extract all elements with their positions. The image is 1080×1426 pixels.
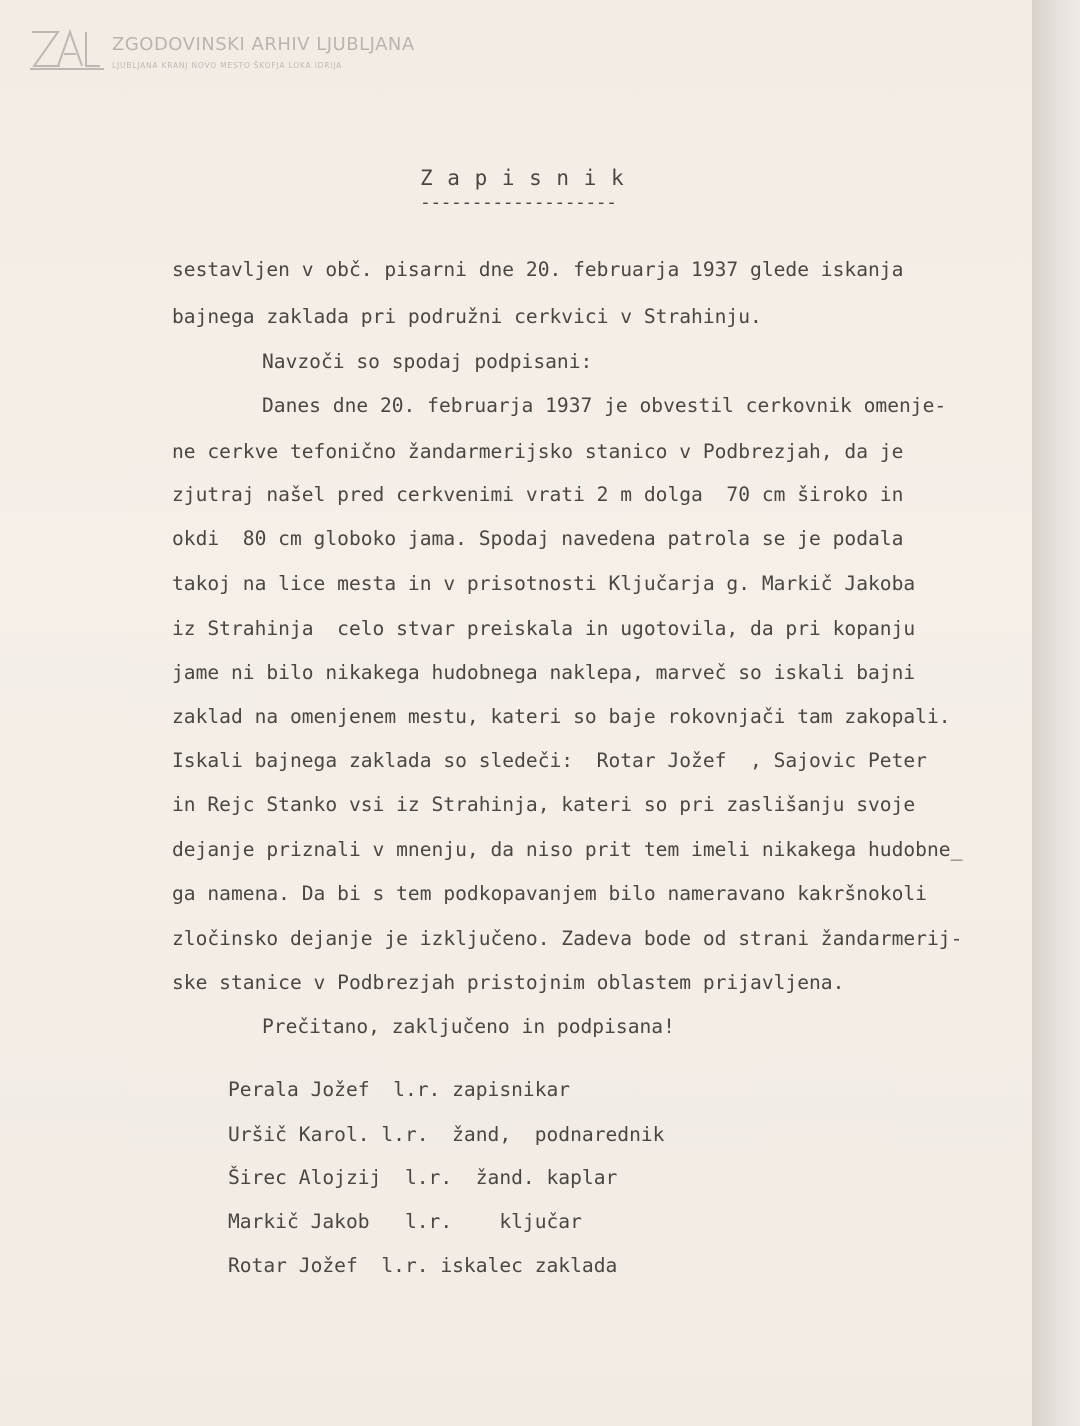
archive-cities: LJUBLJANA KRANJ NOVO MESTO ŠKOFJA LOKA IDRIJA <box>112 61 343 70</box>
body-line: Iskali bajnega zaklada so sledeči: Rotar Jožef , Sajovic Peter <box>172 749 927 772</box>
body-line: dejanje priznali v mnenju, da niso prit tem imeli nikakega hudobne_ <box>172 838 963 861</box>
body-line: takoj na lice mesta in v prisotnosti Ključarja g. Markič Jakoba <box>172 572 916 595</box>
signature-line: Širec Alojzij l.r. žand. kaplar <box>228 1166 618 1189</box>
body-line: ne cerkve tefonično žandarmerijsko stanico v Podbrezjah, da je <box>172 440 904 463</box>
body-line: in Rejc Stanko vsi iz Strahinja, kateri so pri zaslišanju svoje <box>172 793 916 816</box>
archive-logo <box>28 26 106 72</box>
title-underline: ------------------- <box>420 192 617 213</box>
body-line: bajnega zaklada pri podružni cerkvici v Strahinju. <box>172 305 762 328</box>
signature-line: Uršič Karol. l.r. žand, podnarednik <box>228 1123 665 1146</box>
archive-name: ZGODOVINSKI ARHIV LJUBLJANA <box>112 34 415 55</box>
body-line: ske stanice v Podbrezjah pristojnim oblastem prijavljena. <box>172 971 845 994</box>
body-line: zjutraj našel pred cerkvenimi vrati 2 m dolga 70 cm široko in <box>172 483 904 506</box>
signature-line: Perala Jožef l.r. zapisnikar <box>228 1078 571 1101</box>
document-title: Z a p i s n i k <box>420 166 625 190</box>
body-line: Prečitano, zaključeno in podpisana! <box>262 1015 675 1038</box>
signature-line: Rotar Jožef l.r. iskalec zaklada <box>228 1254 618 1277</box>
body-line: okdi 80 cm globoko jama. Spodaj navedena patrola se je podala <box>172 527 904 550</box>
body-line: iz Strahinja celo stvar preiskala in ugotovila, da pri kopanju <box>172 617 916 640</box>
body-line: sestavljen v obč. pisarni dne 20. februarja 1937 glede iskanja <box>172 258 904 281</box>
body-line: zaklad na omenjenem mestu, kateri so baje rokovnjači tam zakopali. <box>172 705 951 728</box>
scan-margin <box>1032 0 1080 1426</box>
body-line: zločinsko dejanje je izključeno. Zadeva bode od strani žandarmerij- <box>172 927 963 950</box>
body-line: jame ni bilo nikakega hudobnega naklepa, marveč so iskali bajni <box>172 661 916 684</box>
signature-line: Markič Jakob l.r. ključar <box>228 1210 582 1233</box>
body-line: Navzoči so spodaj podpisani: <box>262 350 593 373</box>
body-line: Danes dne 20. februarja 1937 je obvestil cerkovnik omenje- <box>262 394 947 417</box>
body-line: ga namena. Da bi s tem podkopavanjem bilo nameravano kakršnokoli <box>172 882 927 905</box>
